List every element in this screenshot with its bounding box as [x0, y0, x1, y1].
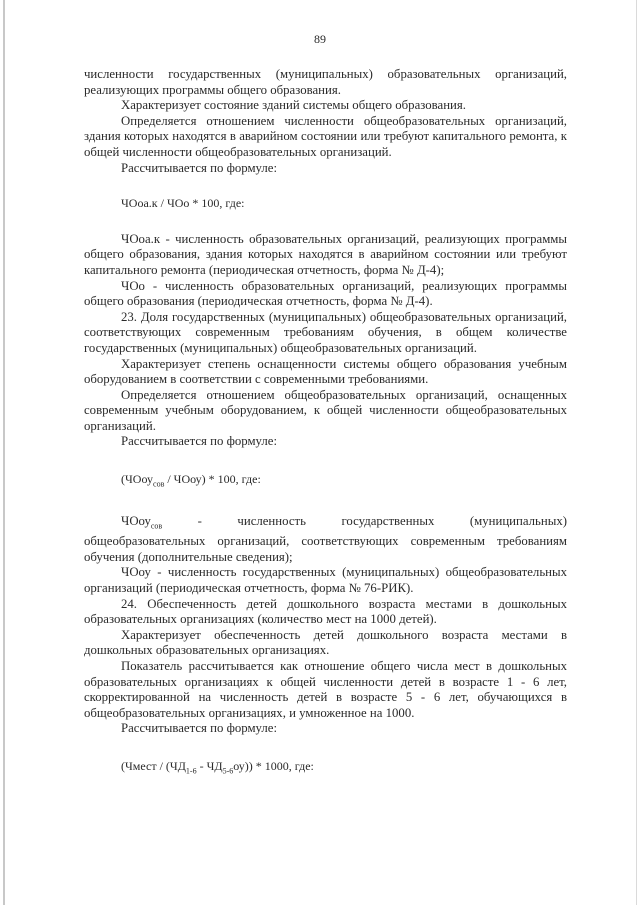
scan-edge-right	[636, 0, 637, 905]
formula-subscript: 1-6	[185, 766, 197, 776]
paragraph: Рассчитывается по формуле:	[121, 721, 278, 736]
paragraph: численности государственных (муниципальных) образовательных организаций, реализующих программы общего образования.	[84, 67, 567, 97]
dash: -	[197, 514, 202, 529]
section-heading: 23. Доля государственных (муниципальных) общеобразовательных организаций, соответствующих современным требованиям обучения, в общем количестве государственных (муниципальных) общеобразовательных организаций.	[84, 309, 567, 355]
word: государственных	[341, 514, 435, 529]
section-heading: 24. Обеспеченность детей дошкольного возраста местами в дошкольных образовательных организациях (количество мест на 1000 детей).	[84, 596, 567, 627]
paragraph: Рассчитывается по формуле:	[121, 434, 278, 449]
word: (муниципальных)	[469, 514, 567, 529]
paragraph: Рассчитывается по формуле:	[121, 160, 278, 175]
formula-subscript: 5-6	[222, 766, 234, 776]
formula-part: (ЧОоу	[121, 472, 154, 487]
word: численность	[237, 514, 306, 529]
paragraph: Характеризует обеспеченность детей дошкольного возраста местами в дошкольных образовательных организациях.	[84, 627, 567, 658]
definition-term: ЧОоу$_{сов}$	[121, 514, 163, 531]
definition: ЧОоу - численность государственных (муниципальных) общеобразовательных организаций (периодическая отчетность, форма № 76-РИК).	[84, 565, 567, 595]
formula	[84, 472, 567, 492]
paragraph: Определяется отношением численности общеобразовательных организаций, здания которых находятся в аварийном состоянии или требуют капитального ремонта, к общей численности общеобразовательных организаций.	[84, 113, 567, 159]
paragraph: Характеризует степень оснащенности системы общего образования учебным оборудованием в соответствии с современными требованиями.	[84, 356, 567, 387]
formula-part: (Чмест / (ЧД	[121, 758, 186, 773]
formula	[84, 759, 567, 779]
definition: ЧОоа.к - численность образовательных организаций, реализующих программы общего образования, здания которых находятся в аварийном состоянии или требуют капитального ремонта (периодическая отчетность, форма № Д-4);	[84, 231, 567, 277]
definition: общеобразовательных организаций, соответствующих современным требованиям обучения (дополнительные сведения);	[84, 534, 567, 564]
formula: ЧОоа.к / ЧОо * 100, где:	[121, 196, 245, 211]
formula-subscript: сов	[153, 479, 165, 489]
paragraph: Характеризует состояние зданий системы общего образования.	[121, 98, 466, 113]
document-body	[84, 67, 567, 779]
paragraph: Определяется отношением общеобразовательных организаций, оснащенных современным учебным оборудованием, к общей численности общеобразовательных организаций.	[84, 387, 567, 433]
page-number: 89	[314, 32, 326, 46]
definition: ЧОо - численность образовательных организаций, реализующих программы общего образования (периодическая отчетность, форма № Д-4).	[84, 278, 567, 309]
definition-line	[84, 514, 567, 534]
paragraph: Показатель рассчитывается как отношение общего числа мест в дошкольных образовательных организациях к общей численности детей в возрасте 1 - 6 лет, скорректированной на численность детей в возрасте 5 - 6 лет, обучающихся в общеобразовательных организациях, и умноженное на 1000.	[84, 658, 567, 720]
formula-part: - ЧД	[196, 758, 223, 773]
formula-part: оу)) * 1000, где:	[233, 758, 314, 773]
scan-edge-left	[3, 0, 5, 905]
formula-part: / ЧОоу) * 100, где:	[164, 472, 261, 487]
